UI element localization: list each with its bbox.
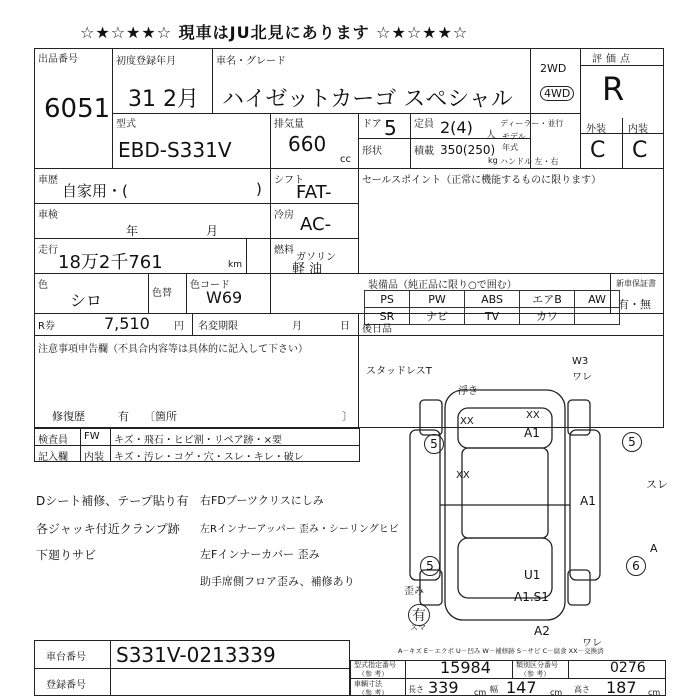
cat-no-value: 0276: [610, 660, 646, 676]
ext-value: C: [590, 138, 606, 163]
cap-unit: 人: [486, 130, 496, 141]
handle-label: ハンドル 左・右: [500, 157, 559, 166]
doors-value: 5: [384, 116, 397, 140]
diag-xx3: XX: [456, 470, 470, 481]
hei-unit: cm: [648, 688, 661, 697]
diag-a1-2: A1: [580, 494, 596, 508]
equipment-label: 装備品（純正品に限り○で囲む）: [368, 280, 517, 291]
type-no-label: 型式指定番号: [354, 661, 396, 669]
diag-ari: 有: [408, 604, 430, 626]
wid-label: 幅: [490, 685, 498, 694]
recycle-value: 7,510: [104, 314, 150, 333]
equip-ps: PS: [365, 291, 410, 308]
fuel-value2: 軽 油: [292, 262, 323, 277]
usage-label: 車歴: [38, 175, 58, 186]
equip-tv: TV: [465, 308, 520, 325]
usage-close: ): [256, 180, 262, 198]
fuel-value: ガソリン: [296, 252, 336, 263]
header-title: ☆★☆★★☆ 現車はJU北見にあります ☆★☆★★☆: [80, 23, 469, 42]
lot-number: 6051: [44, 94, 111, 124]
repair-close: 〕: [342, 410, 353, 423]
cap-label: 定員: [414, 119, 434, 130]
fuel-label: 燃料: [274, 245, 294, 256]
warranty-label: 新車保証書: [616, 279, 656, 288]
shift-value: FAT-: [296, 182, 332, 203]
mileage-unit: km: [228, 260, 242, 270]
doors-label: ドア: [362, 119, 382, 130]
repair-label: 修復歴: [52, 410, 85, 423]
diag-ware1: ワレ: [572, 372, 592, 383]
hei-label: 高さ: [574, 685, 590, 694]
inspector-fw: FW: [84, 431, 100, 442]
eval-label: 評価点: [592, 54, 634, 65]
diag-a: A: [650, 542, 658, 555]
load-unit: kg: [488, 156, 498, 165]
color-value: シロ: [70, 291, 103, 310]
len-unit: cm: [474, 688, 487, 697]
int-label: 内装: [628, 124, 648, 135]
equip-sr: SR: [365, 308, 410, 325]
dim-label: 車輌寸法: [354, 680, 382, 688]
rear-seat-label: 後日品: [362, 324, 392, 335]
expiry-month: 月: [292, 321, 302, 332]
studless-label: スタッドレスT: [366, 366, 432, 377]
cat-no-label2: （参 考）: [520, 670, 551, 678]
ext-label: 外装: [586, 124, 606, 135]
reg-no-label: 登録番号: [46, 680, 86, 691]
model-label: 型式: [116, 119, 136, 130]
equipment-table: [364, 290, 620, 325]
comment-6: 左Fインナーカバー 歪み: [200, 548, 320, 561]
car-name-label: 車名・グレード: [216, 56, 286, 67]
color-label: 色: [38, 280, 48, 291]
cat-no-label: 類別区分番号: [516, 661, 558, 669]
load-label: 積載: [414, 146, 434, 157]
sales-point-label: セールスポイント（正常に機能するものに限ります）: [362, 175, 602, 186]
equip-abs: ABS: [465, 291, 520, 308]
disp-value: 660: [288, 132, 327, 156]
diag-yugami: 歪み: [404, 586, 424, 597]
equip-airbag: エアB: [520, 291, 575, 308]
cooler-value: AC-: [300, 214, 332, 235]
inspection-year: 年: [126, 224, 139, 238]
drive-4wd: 4WD: [540, 86, 574, 101]
model-year-label1: モデル: [502, 132, 526, 141]
recycle-unit: 円: [174, 321, 184, 332]
comment-1: Dシート補修、テープ貼り有: [36, 494, 189, 508]
equip-aw: AW: [575, 291, 620, 308]
color-change-label: 色替: [152, 288, 172, 299]
wid-value: 147: [506, 678, 537, 697]
int-value: C: [632, 138, 648, 163]
repair-bracket: 〔箇所: [144, 410, 177, 423]
equip-pw: PW: [410, 291, 465, 308]
inspector-int: 内装: [84, 452, 104, 463]
int-items: キズ・汚レ・コゲ・穴・スレ・キレ・破レ: [114, 452, 304, 463]
cooler-label: 冷房: [274, 210, 294, 221]
notes-label: 注意事項申告欄（不具合内容等は具体的に記入して下さい）: [38, 344, 308, 355]
load-value: 350(250): [440, 143, 496, 157]
eval-value: R: [602, 70, 625, 108]
comment-5: 左Rインナーアッパー 歪み・シーリングヒビ: [200, 524, 399, 535]
fw-items: キズ・飛石・ヒビ割・リペア跡・×要: [114, 435, 282, 446]
diag-a1s1: A1.S1: [514, 590, 549, 604]
color-code-label: 色コード: [190, 280, 230, 291]
hei-value: 187: [606, 678, 637, 697]
repair-value: 有: [118, 410, 129, 423]
lot-label: 出品番号: [38, 54, 78, 65]
diag-u1: U1: [524, 568, 541, 582]
inspection-month: 月: [206, 224, 219, 238]
car-name-value: ハイゼットカーゴ スペシャル: [222, 87, 513, 112]
dealer-label: ディーラー・並行: [500, 119, 564, 128]
diag-xx1: XX: [460, 416, 474, 427]
model-value: EBD-S331V: [118, 138, 232, 162]
drive-2wd: 2WD: [540, 62, 567, 75]
diag-a1-1: A1: [524, 426, 540, 440]
diag-ware2: ワレ: [582, 638, 602, 649]
diagram-legend: A－キズ E－エクボ U－凹み W－補修跡 S－サビ C－腐食 XX－交換済: [398, 647, 604, 655]
warranty-value: 有・無: [618, 298, 651, 311]
body-shape-label: 形状: [362, 146, 382, 157]
diag-uki: 浮き: [458, 386, 478, 397]
mileage-value: 18万2千761: [58, 252, 163, 273]
diag-suma: スマ: [410, 623, 426, 632]
comment-3: 下廻りサビ: [36, 548, 97, 562]
equip-leather: カワ: [520, 308, 575, 325]
len-value: 339: [428, 678, 459, 697]
inspector-label2: 記入欄: [38, 452, 68, 463]
first-reg-label: 初度登録年月: [116, 56, 176, 67]
tire-circle-3: 5: [420, 556, 440, 576]
dim-label2: （参 考）: [358, 689, 389, 697]
first-reg-value: 31 2月: [128, 87, 199, 112]
cap-value: 2(4): [440, 118, 473, 137]
expiry-label: 名変期限: [198, 321, 238, 332]
shift-label: シフト: [274, 175, 304, 186]
inspector-label: 検査員: [38, 435, 68, 446]
comment-7: 助手席側フロア歪み、補修あり: [200, 575, 355, 588]
model-year-label2: 年式: [502, 143, 518, 152]
disp-label: 排気量: [274, 119, 304, 130]
diag-sure: スレ: [646, 478, 668, 491]
usage-value: 自家用・(: [62, 182, 128, 200]
equip-navi: ナビ: [410, 308, 465, 325]
comment-2: 各ジャッキ付近クランプ跡: [36, 522, 180, 536]
diag-w3: W3: [572, 356, 589, 367]
diag-a2: A2: [534, 624, 550, 638]
tire-circle-1: 5: [424, 434, 444, 454]
tire-circle-4: 6: [626, 556, 646, 576]
wid-unit: cm: [550, 688, 563, 697]
recycle-label: R券: [38, 321, 55, 332]
tire-circle-2: 5: [622, 432, 642, 452]
comment-4: 右FDブーツクリスにしみ: [200, 494, 324, 507]
mileage-label: 走行: [38, 245, 58, 256]
type-no-label2: （参 考）: [358, 670, 389, 678]
chassis-label: 車台番号: [46, 652, 86, 663]
color-code-value: W69: [206, 288, 243, 307]
diag-xx2: XX: [526, 410, 540, 421]
len-label: 長さ: [408, 685, 424, 694]
inspection-label: 車検: [38, 210, 58, 221]
type-no-value: 15984: [440, 658, 491, 677]
expiry-day: 日: [340, 321, 350, 332]
disp-unit: cc: [340, 154, 351, 165]
chassis-value: S331V-0213339: [116, 643, 276, 667]
